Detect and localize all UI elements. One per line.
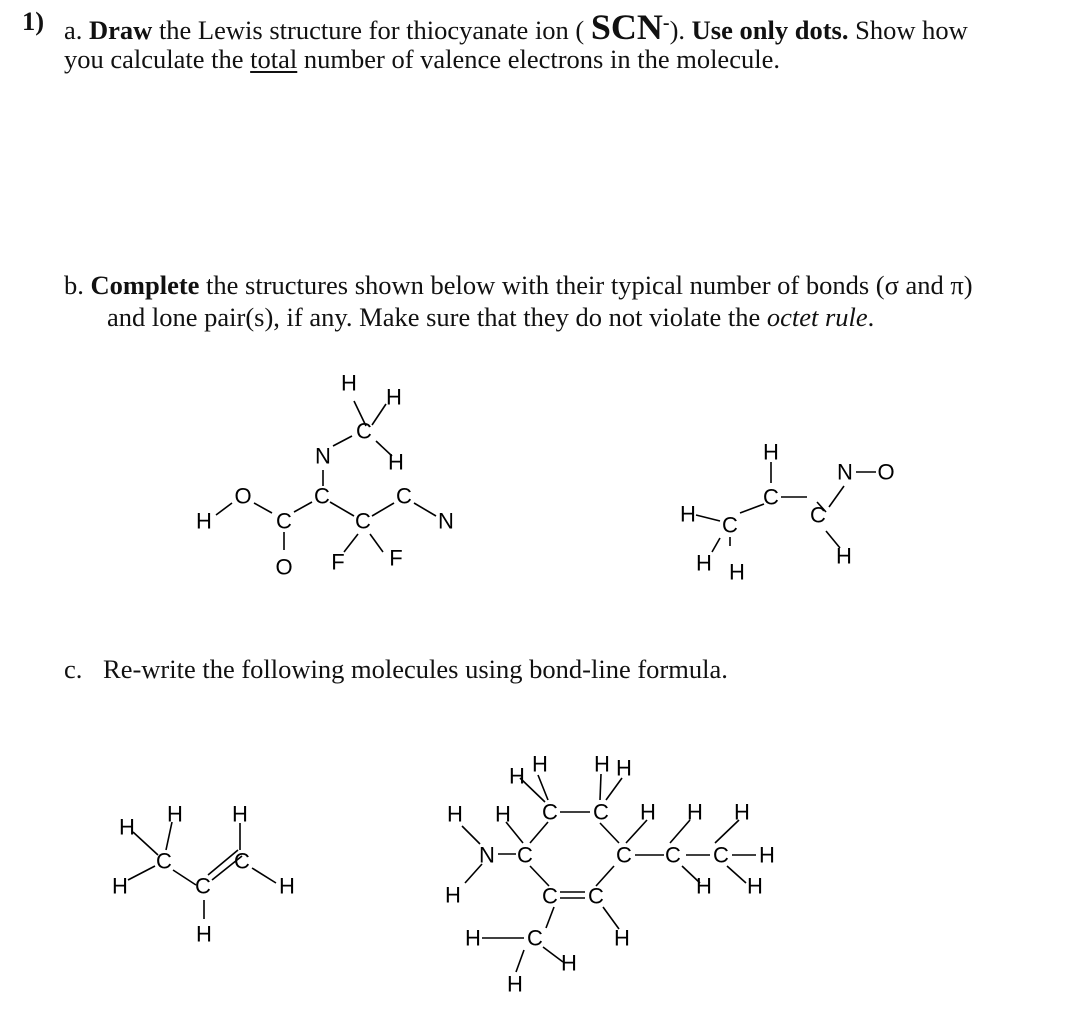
svg-text:H: H <box>386 384 402 410</box>
svg-text:C: C <box>355 508 371 534</box>
svg-text:H: H <box>729 559 745 585</box>
svg-text:H: H <box>507 971 523 997</box>
svg-text:C: C <box>616 842 632 868</box>
svg-text:F: F <box>331 549 345 575</box>
svg-text:C: C <box>517 842 533 868</box>
svg-text:C: C <box>527 925 543 951</box>
part-c-label: c. <box>64 654 83 684</box>
svg-text:H: H <box>445 882 461 908</box>
svg-text:O: O <box>877 459 895 485</box>
svg-text:C: C <box>713 842 729 868</box>
svg-text:H: H <box>640 799 656 825</box>
svg-text:H: H <box>509 763 525 789</box>
svg-text:H: H <box>687 799 703 825</box>
svg-text:H: H <box>167 801 183 827</box>
svg-text:H: H <box>696 550 712 576</box>
part-a-line1: a. Draw the Lewis structure for thiocyanate ion ( SCN-). Use only dots. Show how <box>64 7 968 47</box>
svg-text:N: N <box>837 459 853 485</box>
part-b-line2: and lone pair(s), if any. Make sure that they do not violate the octet rule. <box>107 302 875 332</box>
svg-text:C: C <box>195 873 211 899</box>
svg-text:C: C <box>156 848 172 874</box>
svg-text:C: C <box>593 799 609 825</box>
svg-text:H: H <box>614 925 630 951</box>
svg-text:H: H <box>465 925 481 951</box>
svg-text:N: N <box>315 443 331 469</box>
svg-text:C: C <box>276 508 292 534</box>
svg-text:H: H <box>196 921 212 947</box>
svg-text:C: C <box>588 883 604 909</box>
svg-text:H: H <box>495 801 511 827</box>
svg-text:C: C <box>665 842 681 868</box>
svg-text:H: H <box>447 801 463 827</box>
svg-text:C: C <box>314 483 330 509</box>
part-a-line2: you calculate the total number of valence electrons in the molecule. <box>64 44 780 74</box>
svg-text:H: H <box>232 801 248 827</box>
svg-text:H: H <box>763 439 779 465</box>
svg-text:H: H <box>696 873 712 899</box>
scn-charge: - <box>662 12 670 35</box>
svg-text:H: H <box>532 751 548 777</box>
part-a-label: a. <box>64 15 83 45</box>
svg-text:H: H <box>341 370 357 396</box>
svg-text:H: H <box>747 873 763 899</box>
svg-text:C: C <box>810 502 826 528</box>
svg-text:H: H <box>561 950 577 976</box>
svg-text:C: C <box>234 848 250 874</box>
svg-text:H: H <box>680 501 696 527</box>
svg-text:H: H <box>594 751 610 777</box>
svg-text:F: F <box>389 545 403 571</box>
part-b-bold-complete: Complete <box>90 270 200 300</box>
part-a-bold-draw: Draw <box>89 15 153 45</box>
svg-text:C: C <box>396 483 412 509</box>
scn-formula: SCN <box>590 7 663 47</box>
svg-text:H: H <box>759 842 775 868</box>
svg-text:O: O <box>234 483 252 509</box>
svg-text:H: H <box>836 543 852 569</box>
svg-text:C: C <box>542 883 558 909</box>
underlined-total: total <box>250 44 298 74</box>
question-number: 1) <box>22 6 45 36</box>
svg-text:H: H <box>112 873 128 899</box>
part-b-line1: b. Complete the structures shown below with their typical number of bonds (σ and π) <box>64 270 973 300</box>
svg-text:C: C <box>722 512 738 538</box>
svg-text:H: H <box>616 755 632 781</box>
svg-text:N: N <box>479 842 495 868</box>
svg-text:C: C <box>356 418 372 444</box>
svg-text:C: C <box>542 799 558 825</box>
part-c-line1: c. Re-write the following molecules using bond-line formula. <box>64 654 728 684</box>
svg-text:O: O <box>275 554 293 580</box>
svg-text:H: H <box>279 873 295 899</box>
svg-text:C: C <box>763 484 779 510</box>
octet-rule: octet rule <box>766 302 868 332</box>
molecule-c2-atoms <box>445 752 775 997</box>
svg-text:H: H <box>388 449 404 475</box>
svg-text:H: H <box>196 508 212 534</box>
part-b-label: b. <box>64 270 84 300</box>
svg-text:H: H <box>119 814 135 840</box>
part-a-bold-dots: Use only dots. <box>685 15 849 45</box>
svg-text:H: H <box>734 799 750 825</box>
svg-text:N: N <box>438 508 454 534</box>
